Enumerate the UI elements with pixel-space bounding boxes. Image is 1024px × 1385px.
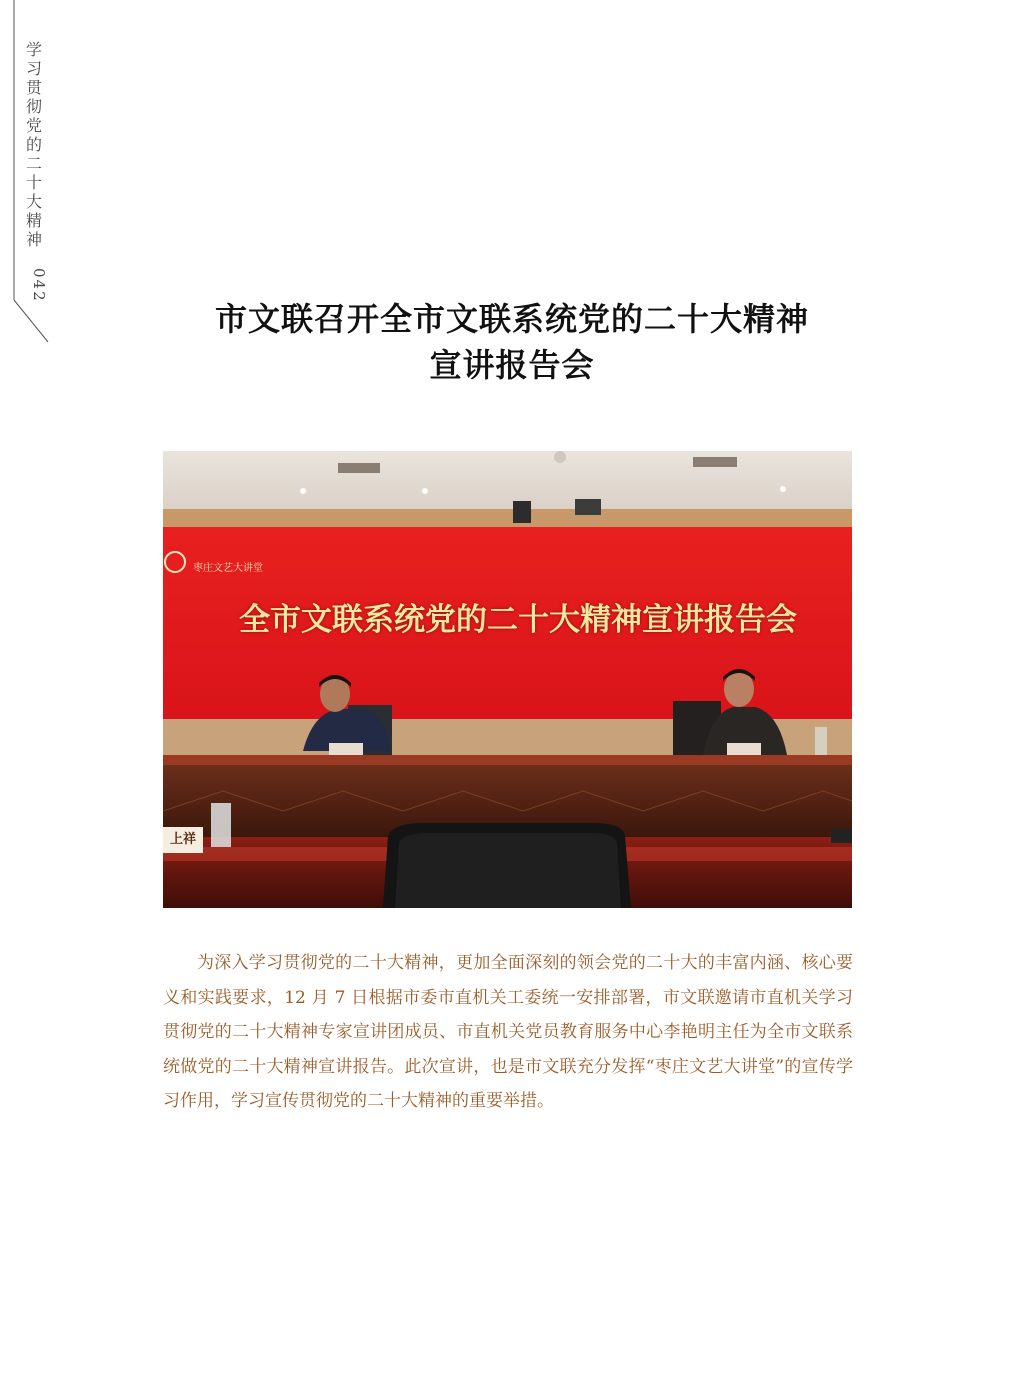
name-card: 上祥 (163, 827, 203, 853)
banner-logo-text: 枣庄文艺大讲堂 (193, 563, 263, 574)
article-title-line-1: 市文联召开全市文联系统党的二十大精神 (214, 300, 809, 338)
body-paragraph: 为深入学习贯彻党的二十大精神，更加全面深刻的领会党的二十大的丰富内涵、核心要义和实践要求，12 月 7 日根据市委市直机关工委统一安排部署，市文联邀请市直机关学习贯彻党的二十大精神专家宣讲团成员、市直机关党员教育服务中心李艳明主任为全市文联系统做党的二十大精神宣讲报告。此次宣讲，也是市文联充分发挥“枣庄文艺大讲堂”的宣传学习作用，学习宣传贯彻党的二十大精神的重要举措。 (163, 953, 853, 1111)
running-header-section-title: 学习贯彻党的二十大精神 (25, 40, 42, 249)
banner-text: 全市文联系统党的二十大精神宣讲报告会 (239, 602, 797, 638)
meeting-photo-illustration (163, 451, 852, 908)
article-title-line-2: 宣讲报告会 (429, 346, 595, 384)
page-number: 042 (30, 268, 48, 303)
article-body (163, 946, 853, 1119)
running-header (0, 0, 50, 345)
meeting-photo (163, 451, 852, 908)
article-title (140, 296, 884, 388)
